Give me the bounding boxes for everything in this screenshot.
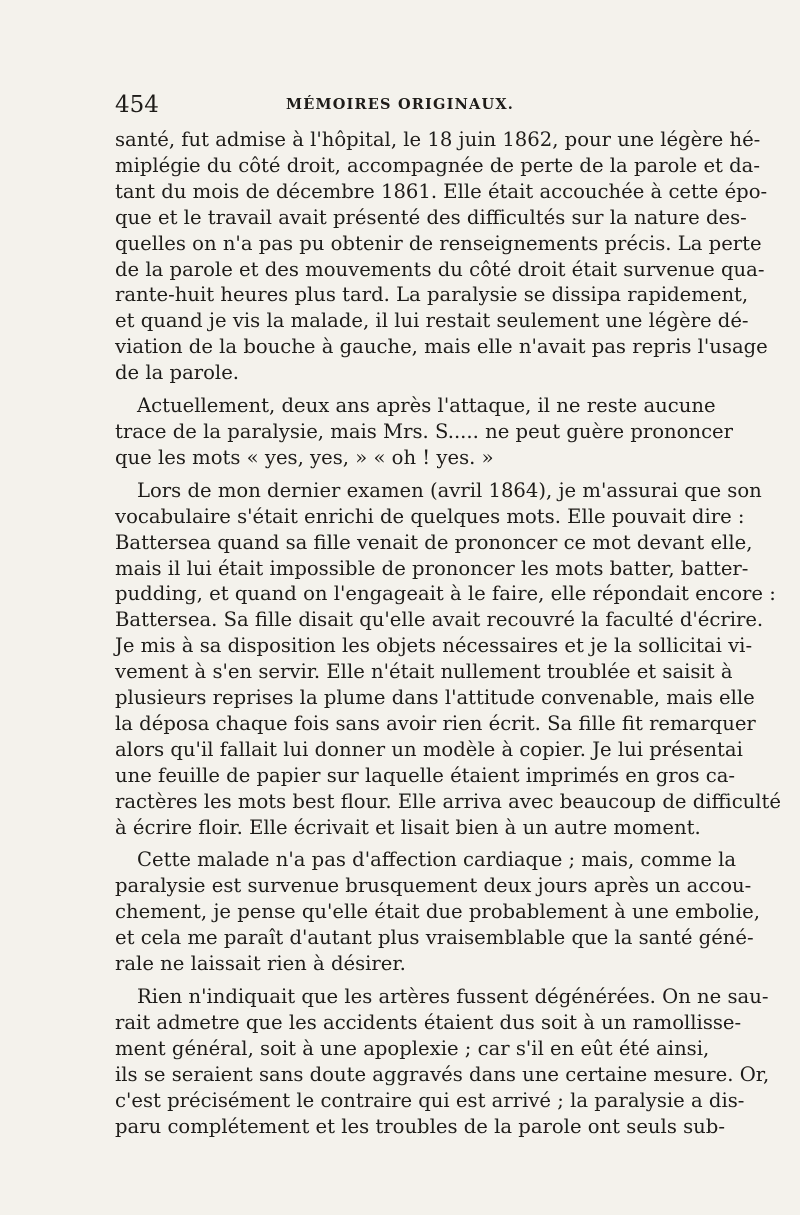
- text-line: trace de la paralysie, mais Mrs. S..... ne peut guère prononcer: [115, 419, 734, 443]
- running-title: MÉMOIRES ORIGINAUX.: [285, 96, 515, 113]
- page-header: [115, 92, 685, 118]
- paragraph: [115, 393, 734, 471]
- body-text: [115, 127, 782, 1139]
- text-line: à écrire floir. Elle écrivait et lisait bien à un autre moment.: [115, 815, 701, 839]
- text-line: alors qu'il fallait lui donner un modèle à copier. Je lui présentai: [115, 737, 743, 761]
- text-line: Actuellement, deux ans après l'attaque, il ne reste aucune: [137, 394, 716, 418]
- text-line: vement à s'en servir. Elle n'était nullement troublée et saisit à: [115, 660, 733, 684]
- text-line: rante-huit heures plus tard. La paralysie se dissipa rapidement,: [115, 283, 749, 307]
- text-line: de la parole.: [115, 361, 240, 385]
- text-line: ractères les mots best flour. Elle arriva avec beaucoup de difficulté: [115, 789, 782, 813]
- text-line: Je mis à sa disposition les objets nécessaires et je la sollicitai vi-: [115, 634, 753, 658]
- text-line: rait admetre que les accidents étaient dus soit à un ramollisse-: [115, 1010, 742, 1034]
- text-line: vocabulaire s'était enrichi de quelques mots. Elle pouvait dire :: [115, 504, 745, 528]
- text-line: pudding, et quand on l'engageait à le faire, elle répondait encore :: [115, 582, 776, 606]
- text-line: que et le travail avait présenté des difficultés sur la nature des-: [115, 205, 747, 229]
- text-line: chement, je pense qu'elle était due probablement à une embolie,: [115, 900, 760, 924]
- text-line: que les mots « yes, yes, » « oh ! yes. »: [115, 445, 494, 469]
- paragraph: [115, 847, 760, 977]
- paragraph-gap: [115, 840, 687, 847]
- paragraph: [115, 984, 770, 1139]
- text-line: Lors de mon dernier examen (avril 1864), je m'assurai que son: [137, 478, 762, 502]
- text-line: paralysie est survenue brusquement deux jours après un accou-: [115, 874, 752, 898]
- text-line: ment général, soit à une apoplexie ; car s'il en eût été ainsi,: [115, 1036, 710, 1060]
- text-line: une feuille de papier sur laquelle étaient imprimés en gros ca-: [115, 763, 735, 787]
- text-line: de la parole et des mouvements du côté droit était survenue qua-: [115, 257, 765, 281]
- text-line: Rien n'indiquait que les artères fussent dégénérées. On ne sau-: [137, 985, 769, 1008]
- text-line: santé, fut admise à l'hôpital, le 18 juin 1862, pour une légère hé-: [115, 128, 761, 151]
- paragraph-gap: [115, 386, 687, 393]
- text-line: Cette malade n'a pas d'affection cardiaque ; mais, comme la: [137, 848, 737, 872]
- page-number: 454: [115, 92, 159, 118]
- paragraph-gap: [115, 471, 687, 478]
- text-line: tant du mois de décembre 1861. Elle était accouchée à cette épo-: [115, 179, 768, 203]
- text-line: miplégie du côté droit, accompagnée de perte de la parole et da-: [115, 153, 760, 177]
- paragraph-gap: [115, 977, 687, 984]
- text-line: quelles on n'a pas pu obtenir de renseignements précis. La perte: [115, 231, 762, 255]
- text-line: c'est précisément le contraire qui est arrivé ; la paralysie a dis-: [115, 1088, 745, 1112]
- text-line: Battersea. Sa fille disait qu'elle avait recouvré la faculté d'écrire.: [115, 608, 764, 632]
- text-line: mais il lui était impossible de prononcer les mots batter, batter-: [115, 556, 749, 580]
- text-line: paru complétement et les troubles de la parole ont seuls sub-: [115, 1114, 725, 1138]
- paragraph: [115, 478, 782, 841]
- text-line: viation de la bouche à gauche, mais elle n'avait pas repris l'usage: [115, 335, 768, 359]
- text-line: Battersea quand sa fille venait de prononcer ce mot devant elle,: [115, 530, 753, 554]
- text-line: et cela me paraît d'autant plus vraisemblable que la santé géné-: [115, 926, 754, 950]
- text-line: la déposa chaque fois sans avoir rien écrit. Sa fille fit remarquer: [115, 711, 756, 735]
- text-line: rale ne laissait rien à désirer.: [115, 952, 406, 976]
- text-line: ils se seraient sans doute aggravés dans une certaine mesure. Or,: [115, 1062, 770, 1086]
- text-line: et quand je vis la malade, il lui restait seulement une légère dé-: [115, 309, 749, 333]
- text-line: plusieurs reprises la plume dans l'attitude convenable, mais elle: [115, 686, 755, 710]
- paragraph: [115, 127, 768, 386]
